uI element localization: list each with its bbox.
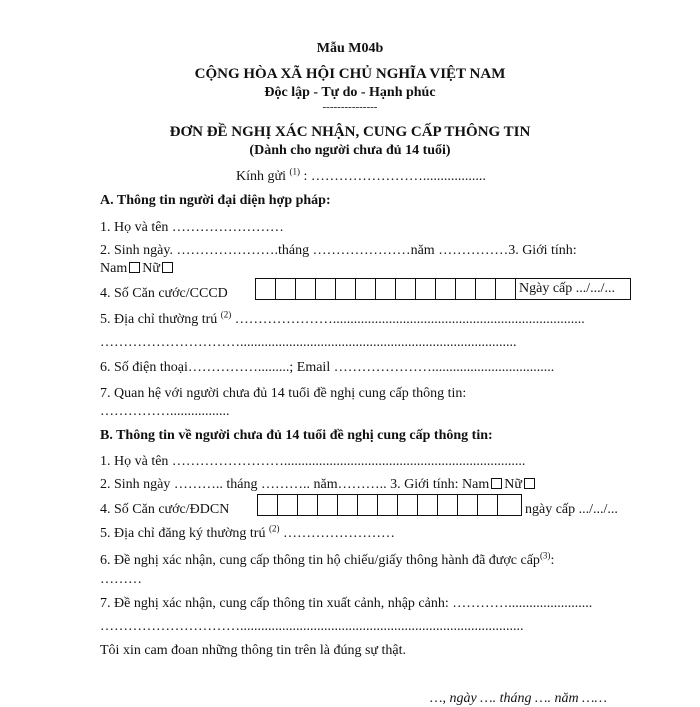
b-passport-colon: :	[550, 553, 555, 568]
a-dob-field[interactable]: 2. Sinh ngày. ………………….tháng …………………năm ……………3. Giới tính:	[100, 243, 577, 258]
signature-date-line[interactable]: …, ngày …. tháng …. năm ……	[430, 691, 607, 706]
a-gender-female-label: Nữ	[142, 261, 160, 276]
recipient-line[interactable]	[236, 166, 486, 185]
b-gender-female-checkbox[interactable]	[524, 478, 535, 489]
b-id-label: 4. Số Căn cước/ĐDCN	[100, 502, 230, 517]
a-address-dots: …………………........................................................................	[234, 312, 585, 327]
form-subtitle: (Dành cho người chưa đủ 14 tuổi)	[249, 143, 451, 158]
b-id-date[interactable]: ngày cấp .../.../...	[525, 502, 618, 517]
a-address-note: (2)	[220, 309, 232, 320]
a-gender-female-checkbox[interactable]	[162, 262, 173, 273]
commitment-statement: Tôi xin cam đoan những thông tin trên là đúng sự thật.	[100, 643, 407, 658]
a-address-field[interactable]	[100, 309, 585, 328]
a-phone-email-field[interactable]: 6. Số điện thoại…………….........; Email …………………...................................	[100, 360, 555, 375]
country-name: CỘNG HÒA XÃ HỘI CHỦ NGHĨA VIỆT NAM	[194, 66, 506, 82]
a-name-field[interactable]: 1. Họ và tên ……………………	[100, 220, 284, 235]
a-gender-male-label: Nam	[100, 261, 128, 276]
section-a-heading: A. Thông tin người đại diện hợp pháp:	[100, 193, 331, 208]
b-address-note: (2)	[268, 523, 280, 534]
b-dob-gender-row[interactable]	[100, 477, 537, 493]
recipient-dots: : ……………………..................	[303, 169, 486, 184]
b-name-field[interactable]: 1. Họ và tên …………………….....................................................................	[100, 454, 526, 469]
b-exit-entry-field[interactable]: 7. Đề nghị xác nhận, cung cấp thông tin xuất cảnh, nhập cảnh: …………........................	[100, 596, 593, 611]
header-divider: ---------------	[322, 101, 378, 113]
b-passport-note: (3)	[539, 550, 551, 561]
b-address-dots: ……………………	[282, 526, 395, 541]
recipient-note: (1)	[289, 166, 300, 177]
b-passport-label	[100, 550, 555, 569]
b-address-label: 5. Địa chỉ đăng ký thường trú	[100, 526, 266, 541]
recipient-label: Kính gửi	[236, 169, 286, 184]
b-dob-field: 2. Sinh ngày ……….. tháng ……….. năm……….. 3. Giới tính: Nam	[100, 477, 490, 492]
form-title: ĐƠN ĐỀ NGHỊ XÁC NHẬN, CUNG CẤP THÔNG TIN	[169, 124, 531, 140]
b-address-field[interactable]	[100, 523, 395, 542]
a-gender-row	[100, 261, 175, 277]
a-relation-label: 7. Quan hệ với người chưa đủ 14 tuổi đề nghị cung cấp thông tin:	[100, 386, 467, 401]
a-address-line2[interactable]: …………………………...............................................................................	[100, 335, 517, 350]
a-gender-male-checkbox[interactable]	[129, 262, 140, 273]
a-id-label: 4. Số Căn cước/CCCD	[100, 286, 228, 301]
a-address-label: 5. Địa chỉ thường trú	[100, 312, 218, 327]
section-b-heading: B. Thông tin về người chưa đủ 14 tuổi đề nghị cung cấp thông tin:	[100, 428, 493, 443]
b-passport-text: 6. Đề nghị xác nhận, cung cấp thông tin hộ chiếu/giấy thông hành đã được cấp	[100, 553, 540, 568]
b-id-number-boxes[interactable]	[257, 494, 522, 516]
form-code: Mẫu M04b	[316, 41, 384, 56]
a-relation-field[interactable]: …………….................	[100, 404, 230, 419]
b-gender-female-label: Nữ	[504, 477, 522, 492]
b-exit-entry-line2[interactable]: ………………………….................................................................................	[100, 619, 524, 634]
b-passport-field[interactable]: ………	[100, 572, 142, 587]
a-id-number-boxes[interactable]	[255, 278, 631, 300]
motto: Độc lập - Tự do - Hạnh phúc	[264, 85, 436, 100]
b-gender-male-checkbox[interactable]	[491, 478, 502, 489]
a-id-date[interactable]: Ngày cấp .../.../...	[519, 281, 616, 296]
